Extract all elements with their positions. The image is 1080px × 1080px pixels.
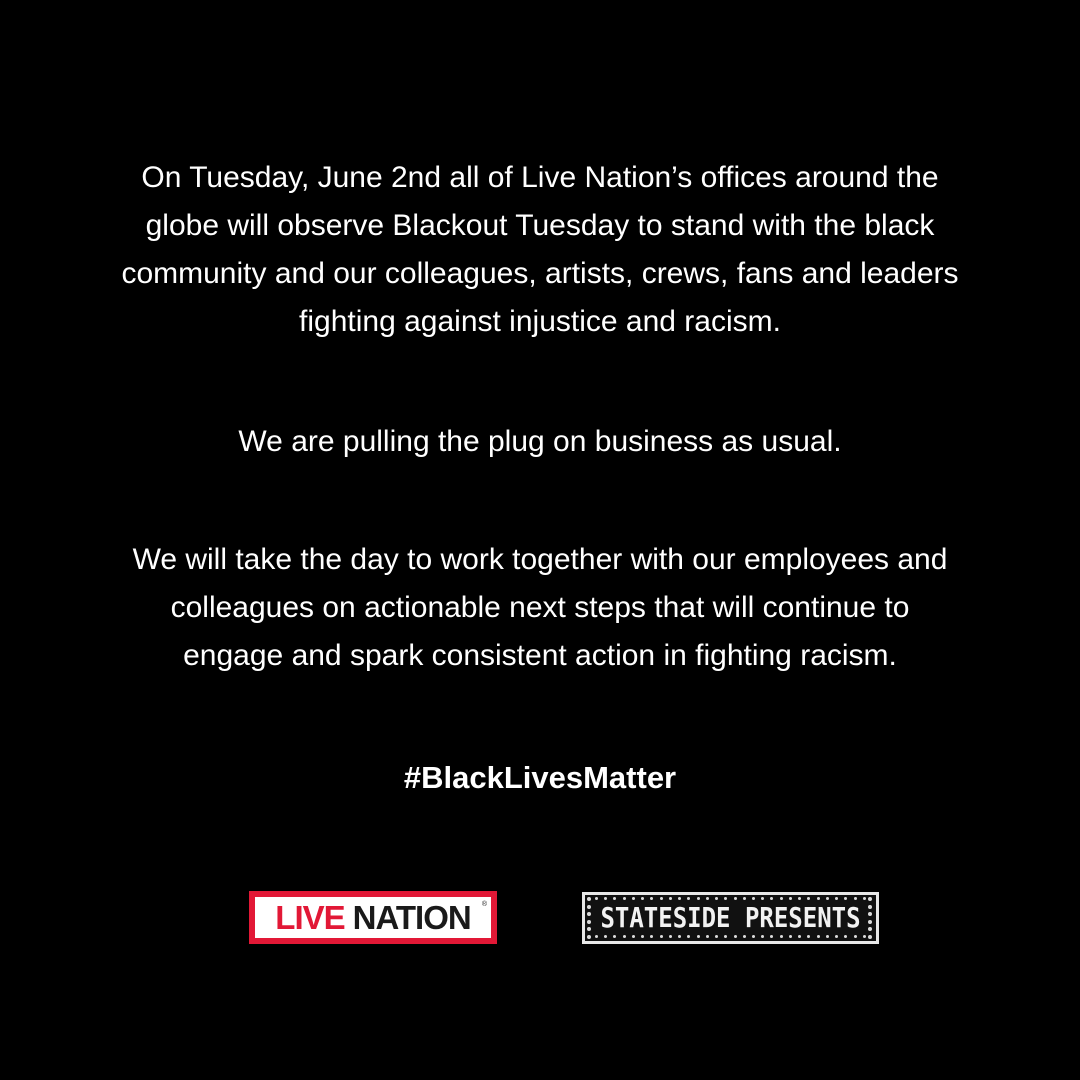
marquee-bulbs-bottom — [595, 935, 866, 939]
live-nation-logo-inner — [255, 897, 491, 938]
live-nation-wordmark — [275, 901, 470, 934]
live-nation-word-live: LIVE — [275, 899, 345, 936]
marquee-bulbs-right — [868, 897, 874, 939]
stateside-presents-wordmark: STATESIDE PRESENTS — [600, 901, 861, 935]
marquee-bulbs-top — [595, 897, 866, 901]
live-nation-word-nation: NATION — [352, 899, 471, 936]
stateside-presents-logo — [582, 892, 879, 944]
registered-mark: ® — [481, 901, 487, 908]
statement-paragraph-2: We are pulling the plug on business as usual. — [238, 425, 842, 458]
statement-paragraph-3: We will take the day to work together with our employees and colleagues on actionable next steps that will continue to engage and spark consistent action in fighting racism. — [132, 543, 948, 672]
live-nation-logo — [249, 891, 497, 944]
hashtag: #BlackLivesMatter — [403, 760, 677, 795]
statement-paragraph-1: On Tuesday, June 2nd all of Live Nation’s offices around the globe will observe Blackout Tuesday to stand with the black community and our colleagues, artists, crews, fans and leaders fighting against injustice and racism. — [121, 161, 959, 338]
marquee-bulbs-left — [587, 897, 593, 939]
